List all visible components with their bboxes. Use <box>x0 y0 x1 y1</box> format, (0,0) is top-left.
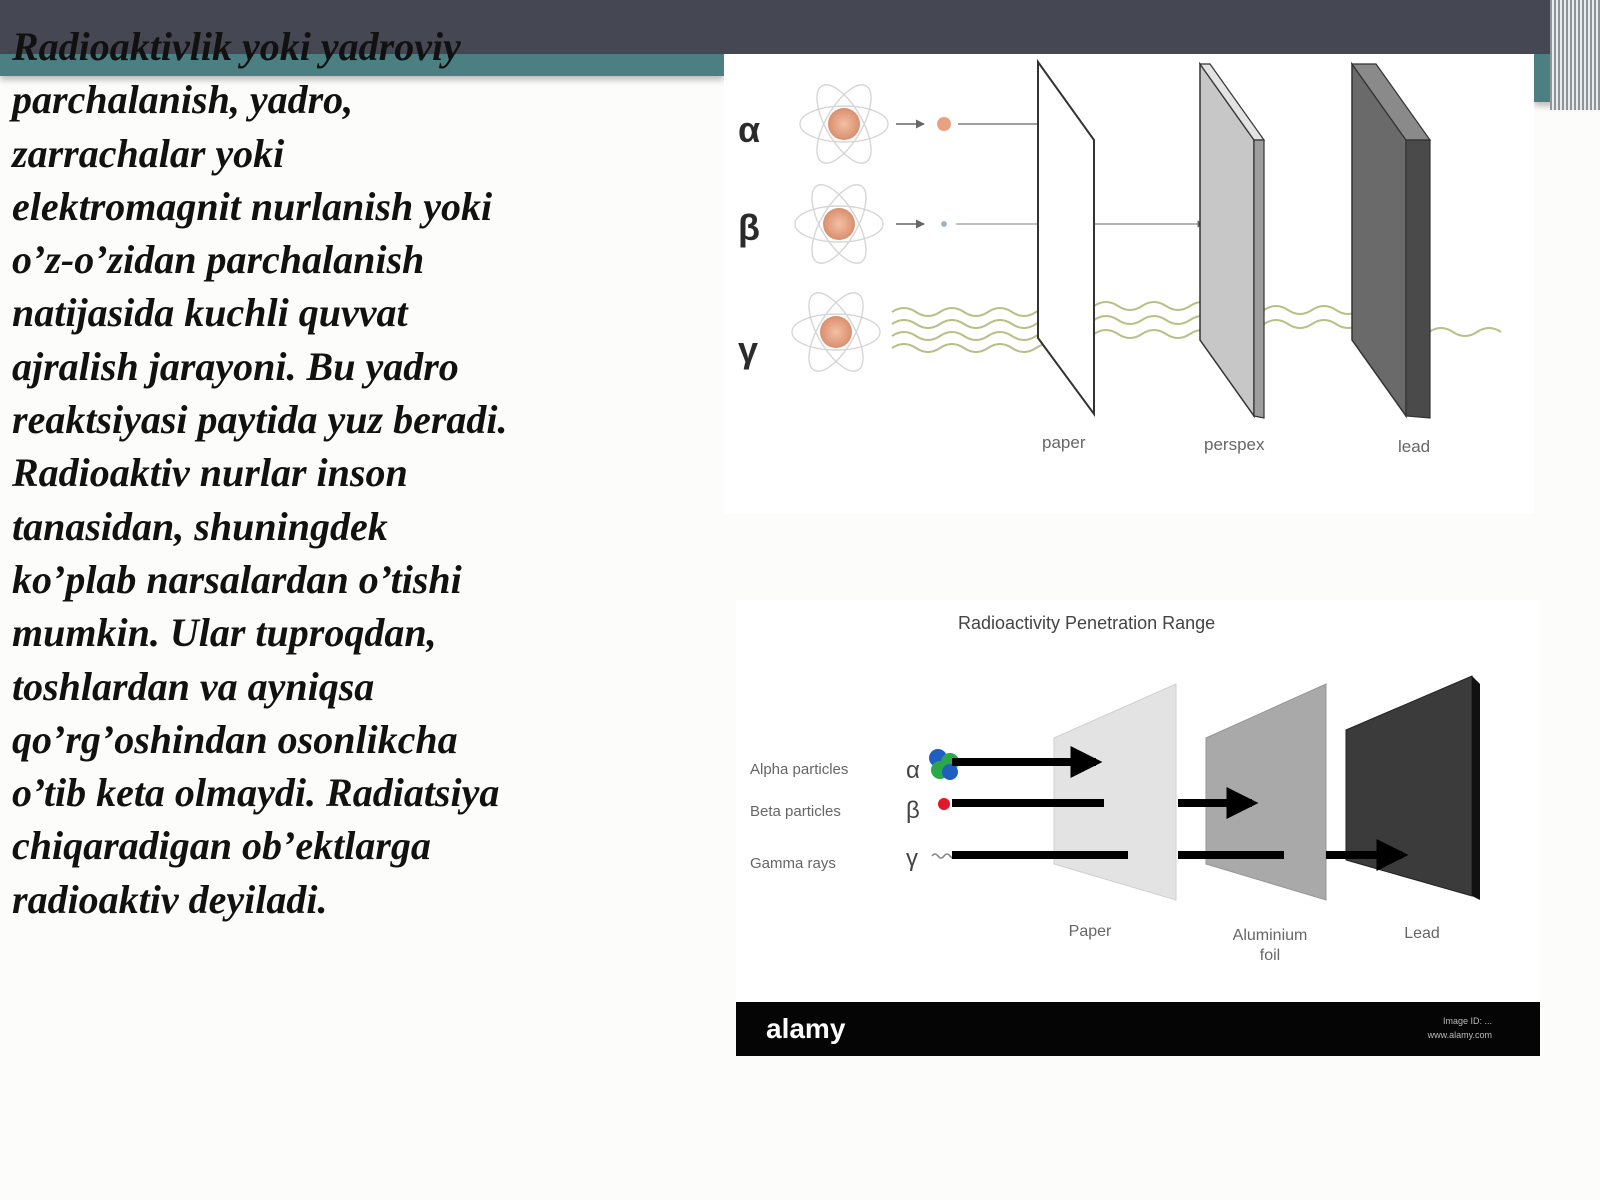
gamma-rays-label: Gamma rays <box>750 855 836 872</box>
alpha-particles-label: Alpha particles <box>750 761 849 778</box>
slide-body-text: Radioaktivlik yoki yadroviy parchalanish, yadro, zarrachalar yoki elektromagnit nurlanish yoki o’z-o’zidan parchalanish natijasida kuchli quvvat ajralish jarayoni. Bu yadro reaktsiyasi paytida yuz beradi. Radioaktiv nurlar inson tanasidan, shuningdek ko’plab narsalardan o’tishi mumkin. Ular tuproqdan, toshlardan va ayniqsa qo’rg’oshindan osonlikcha o’tib keta olmaydi. Radiatsiya chiqaradigan ob’ektlarga radioaktiv deyiladi. <box>12 24 508 922</box>
penetration-diagram-bottom-svg <box>736 600 1540 1056</box>
alpha-ray <box>896 117 1054 131</box>
lead-barrier-bottom <box>1346 676 1472 896</box>
lead-barrier-top <box>1352 64 1430 418</box>
beta-atom-icon <box>795 177 883 271</box>
penetration-diagram-top-svg <box>724 54 1534 514</box>
paper-barrier-bottom <box>1054 684 1176 900</box>
alpha-atom-icon <box>800 77 888 171</box>
diagram-title: Radioactivity Penetration Range <box>958 613 1216 633</box>
alpha-symbol-bottom: α <box>906 757 920 784</box>
gamma-symbol-bottom: γ <box>906 845 918 872</box>
lead-barrier-edge <box>1472 676 1480 900</box>
beta-symbol: β <box>738 207 760 248</box>
barrier-label-paper: paper <box>1042 433 1086 452</box>
barrier-label-lead-bottom: Lead <box>1404 925 1440 942</box>
penetration-diagram-top <box>724 54 1534 514</box>
paper-barrier-top <box>1038 62 1094 414</box>
barrier-label-foil: foil <box>1259 947 1281 964</box>
beta-particle-icon <box>938 798 950 810</box>
barrier-label-aluminium: Aluminium <box>1232 927 1308 944</box>
barrier-label-lead: lead <box>1398 437 1431 456</box>
alpha-symbol: α <box>738 109 761 150</box>
watermark-image-id: Image ID: ... <box>1442 1016 1492 1026</box>
beta-symbol-bottom: β <box>906 797 920 824</box>
watermark-bar <box>736 1002 1540 1056</box>
gamma-symbol: γ <box>738 329 759 370</box>
gamma-atom-icon <box>792 285 880 379</box>
watermark-logo: alamy <box>766 1013 846 1044</box>
perspex-barrier-top <box>1200 64 1264 418</box>
penetration-diagram-bottom <box>736 600 1540 1056</box>
aluminium-barrier-bottom <box>1206 684 1326 900</box>
slide-corner-decoration <box>1550 0 1600 110</box>
barrier-label-perspex: perspex <box>1204 435 1265 454</box>
watermark-url: www.alamy.com <box>1427 1030 1492 1040</box>
beta-particles-label: Beta particles <box>750 803 841 820</box>
barrier-label-paper-bottom: Paper <box>1068 923 1112 940</box>
